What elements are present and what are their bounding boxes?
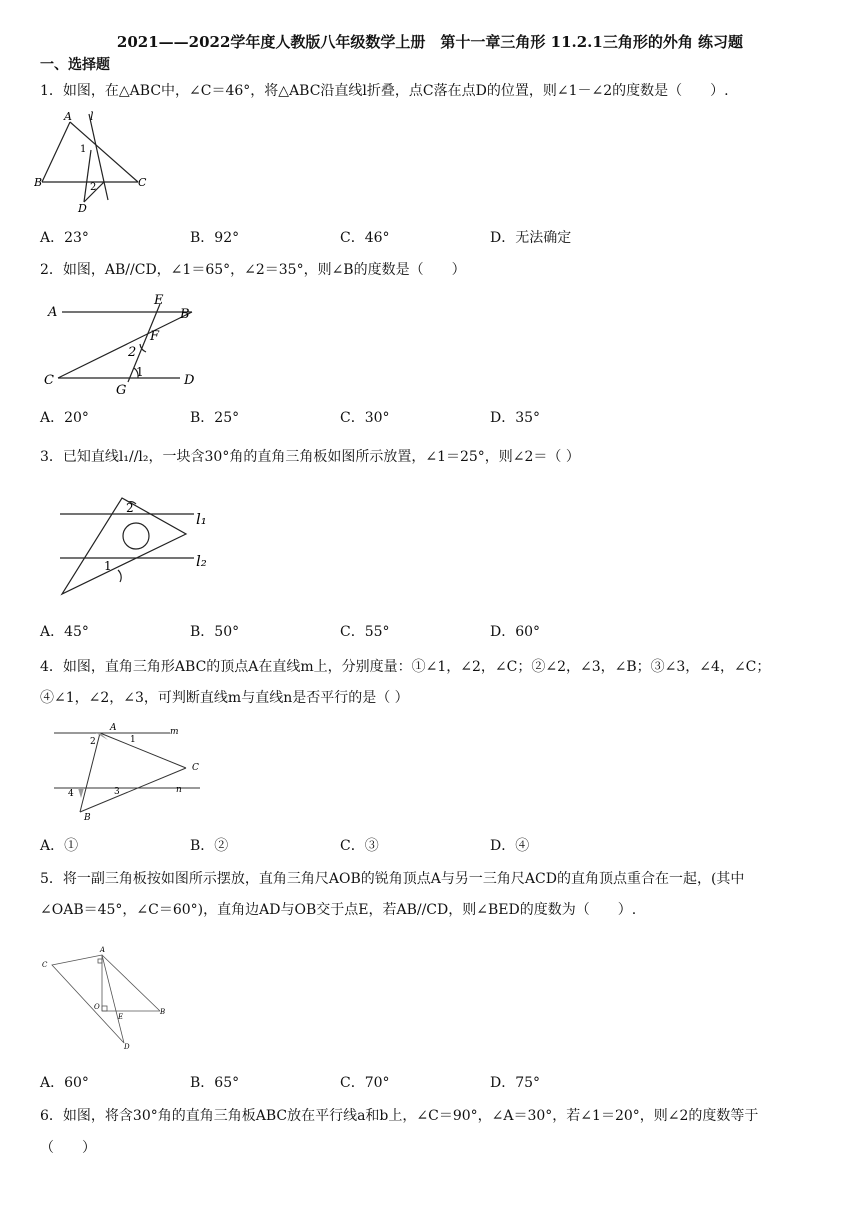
- question-5-stem-line2: ∠OAB＝45°，∠C＝60°)，直角边AD与OB交于点E，若AB//CD，则∠BED的度数为（ ）.: [40, 902, 637, 918]
- q5-option-a[interactable]: A．60°: [40, 1075, 89, 1091]
- q1-label-C: C: [138, 176, 147, 189]
- q4-option-b[interactable]: B．②: [190, 838, 229, 854]
- q1-label-2: 2: [90, 182, 97, 193]
- question-1-stem: 1．如图，在△ABC中，∠C＝46°，将△ABC沿直线l折叠，点C落在点D的位置，则∠1－∠2的度数是（ ）.: [40, 83, 729, 99]
- q5-label-D: D: [124, 1043, 130, 1051]
- q2-option-c[interactable]: C．30°: [340, 410, 390, 426]
- question-1-options: [40, 227, 820, 249]
- q1-label-B: B: [34, 176, 43, 189]
- q4-label-A: A: [110, 723, 117, 733]
- question-4-options: [40, 835, 820, 857]
- q4-label-C: C: [192, 763, 199, 773]
- q2-label-2: 2: [128, 345, 137, 360]
- question-6-stem: 6．如图，将含30°角的直角三角板ABC放在平行线a和b上，∠C＝90°，∠A＝30°，若∠1＝20°，则∠2的度数等于: [40, 1108, 759, 1124]
- q1-label-1: 1: [80, 144, 87, 155]
- section-heading: 一、选择题: [40, 57, 110, 73]
- q3-option-a[interactable]: A．45°: [40, 624, 89, 640]
- q4-label-4: 4: [68, 789, 74, 799]
- q2-label-C: C: [44, 373, 54, 388]
- question-6-stem-line2: （ ）: [40, 1140, 96, 1156]
- q4-label-B: B: [84, 813, 91, 823]
- q2-option-d[interactable]: D．35°: [490, 410, 541, 426]
- question-4-figure: [50, 718, 220, 824]
- q3-label-1: 1: [104, 559, 112, 573]
- q4-option-d[interactable]: D．④: [490, 838, 530, 854]
- question-4-stem: 4．如图，直角三角形ABC的顶点A在直线m上，分别度量：①∠1，∠2，∠C；②∠2，∠3，∠B；③∠3，∠4，∠C；: [40, 659, 771, 675]
- q1-label-l: l: [90, 110, 94, 123]
- page-title: 2021——2022学年度人教版八年级数学上册 第十一章三角形 11.2.1三角形的外角 练习题: [116, 33, 744, 51]
- q5-label-B: B: [160, 1008, 166, 1016]
- q4-label-3: 3: [114, 787, 120, 797]
- q3-label-l1: l₁: [196, 510, 207, 528]
- question-2-options: [40, 407, 820, 429]
- question-2-stem: 2．如图，AB//CD，∠1＝65°，∠2＝35°，则∠B的度数是（ ）: [40, 262, 466, 278]
- q1-option-b[interactable]: B．92°: [190, 230, 240, 246]
- q3-option-d[interactable]: D．60°: [490, 624, 541, 640]
- question-5-figure: [40, 945, 170, 1053]
- q3-label-l2: l₂: [196, 552, 207, 570]
- q5-label-O: O: [94, 1003, 100, 1011]
- q5-label-E: E: [118, 1013, 124, 1021]
- q4-option-c[interactable]: C．③: [340, 838, 379, 854]
- q1-label-A: A: [64, 110, 72, 123]
- q2-label-F: F: [150, 329, 160, 344]
- q5-label-C: C: [42, 961, 48, 969]
- q2-label-B: B: [180, 307, 190, 322]
- q5-option-d[interactable]: D．75°: [490, 1075, 541, 1091]
- q2-label-G: G: [116, 383, 127, 396]
- q2-label-1: 1: [136, 365, 144, 379]
- q3-option-b[interactable]: B．50°: [190, 624, 240, 640]
- question-2-figure: [40, 290, 210, 396]
- q1-label-D: D: [78, 202, 87, 214]
- question-1-figure: [34, 110, 154, 214]
- question-3-figure: [46, 490, 226, 600]
- q5-option-c[interactable]: C．70°: [340, 1075, 390, 1091]
- q5-option-b[interactable]: B．65°: [190, 1075, 240, 1091]
- q2-label-D: D: [184, 373, 195, 388]
- q2-option-a[interactable]: A．20°: [40, 410, 89, 426]
- question-4-stem-line2: ④∠1，∠2，∠3，可判断直线m与直线n是否平行的是（ ）: [40, 690, 409, 706]
- q3-label-2: 2: [126, 501, 134, 515]
- q4-label-m: m: [170, 727, 179, 737]
- q2-label-A: A: [48, 305, 58, 320]
- q1-option-d[interactable]: D．无法确定: [490, 230, 572, 246]
- q4-label-1: 1: [130, 735, 136, 745]
- question-3-options: [40, 621, 820, 643]
- q4-label-2: 2: [90, 737, 96, 747]
- q2-option-b[interactable]: B．25°: [190, 410, 240, 426]
- q4-option-a[interactable]: A．①: [40, 838, 79, 854]
- q5-label-A: A: [100, 946, 106, 954]
- question-5-options: [40, 1072, 820, 1094]
- question-3-stem: 3．已知直线l₁//l₂，一块含30°角的直角三角板如图所示放置，∠1＝25°，则∠2＝（ ）: [40, 449, 580, 465]
- q4-label-n: n: [176, 785, 182, 795]
- q1-option-c[interactable]: C．46°: [340, 230, 390, 246]
- q1-option-a[interactable]: A．23°: [40, 230, 89, 246]
- q2-label-E: E: [154, 293, 164, 308]
- question-5-stem: 5．将一副三角板按如图所示摆放，直角三角尺AOB的锐角顶点A与另一三角尺ACD的直角顶点重合在一起，(其中: [40, 871, 745, 887]
- q3-option-c[interactable]: C．55°: [340, 624, 390, 640]
